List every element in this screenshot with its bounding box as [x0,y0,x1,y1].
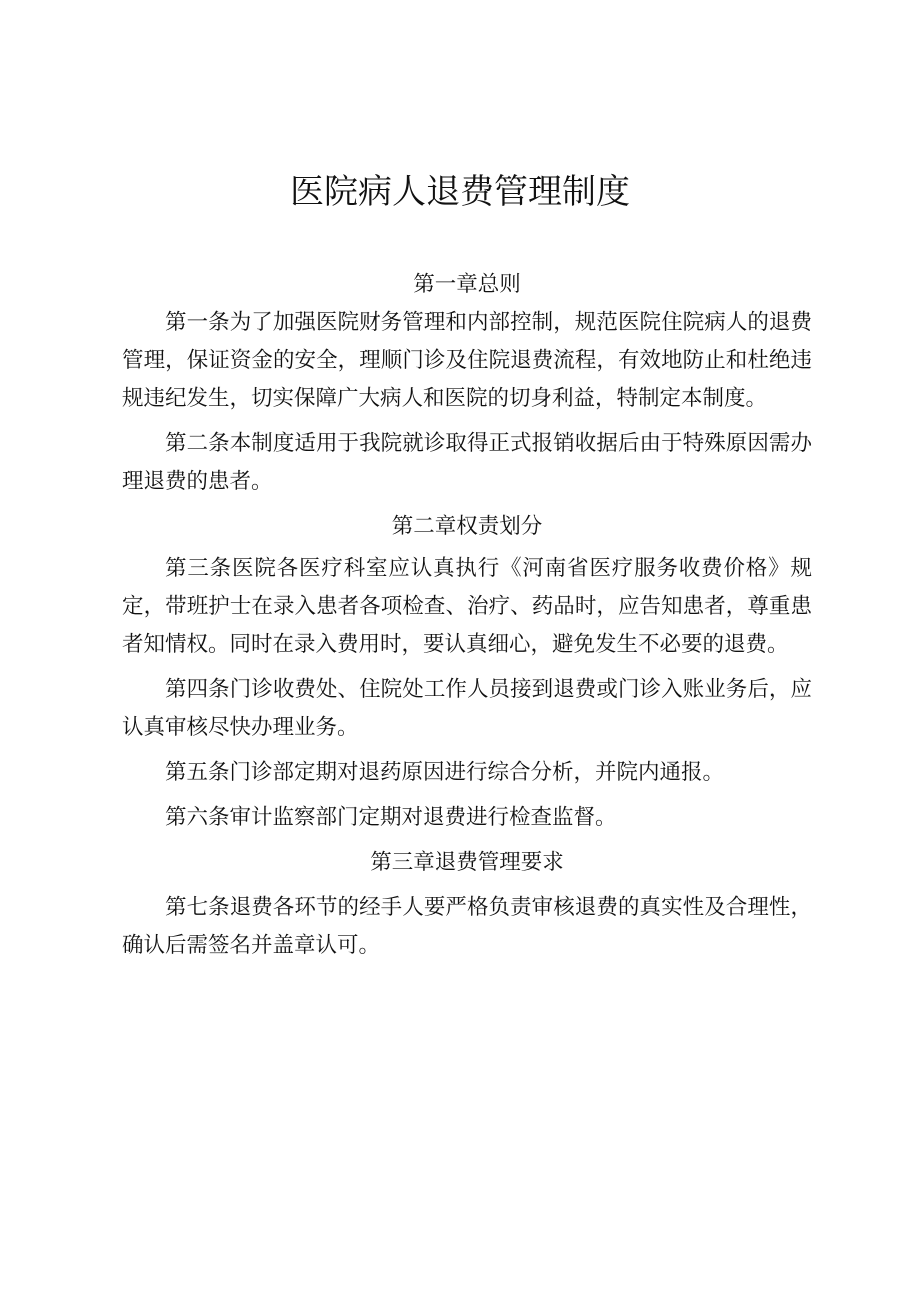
article-1: 第一条为了加强医院财务管理和内部控制，规范医院住院病人的退费管理，保证资金的安全，理顺门诊及住院退费流程，有效地防止和杜绝违规违纪发生，切实保障广大病人和医院的切身利益，特制定本制度。 [122,310,812,411]
article-7: 第七条退费各环节的经手人要严格负责审核退费的真实性及合理性，确认后需签名并盖章认可。 [122,895,812,958]
article-3: 第三条医院各医疗科室应认真执行《河南省医疗服务收费价格》规定，带班护士在录入患者各项检查、治疗、药品时，应告知患者，尊重患者知情权。同时在录入费用时，要认真细心，避免发生不必要的退费。 [122,556,812,657]
document-body [122,266,812,965]
article-5: 第五条门诊部定期对退药原因进行综合分析，并院内通报。 [165,760,725,785]
document-title: 医院病人退费管理制度 [290,172,630,212]
chapter-heading-3: 第三章退费管理要求 [370,850,564,875]
article-4: 第四条门诊收费处、住院处工作人员接到退费或门诊入账业务后，应认真审核尽快办理业务。 [122,677,812,740]
chapter-heading-1: 第一章总则 [413,272,521,297]
chapter-heading-2: 第二章权责划分 [391,514,543,539]
article-6: 第六条审计监察部门定期对退费进行检查监督。 [165,805,617,830]
article-2: 第二条本制度适用于我院就诊取得正式报销收据后由于特殊原因需办理退费的患者。 [122,431,812,494]
